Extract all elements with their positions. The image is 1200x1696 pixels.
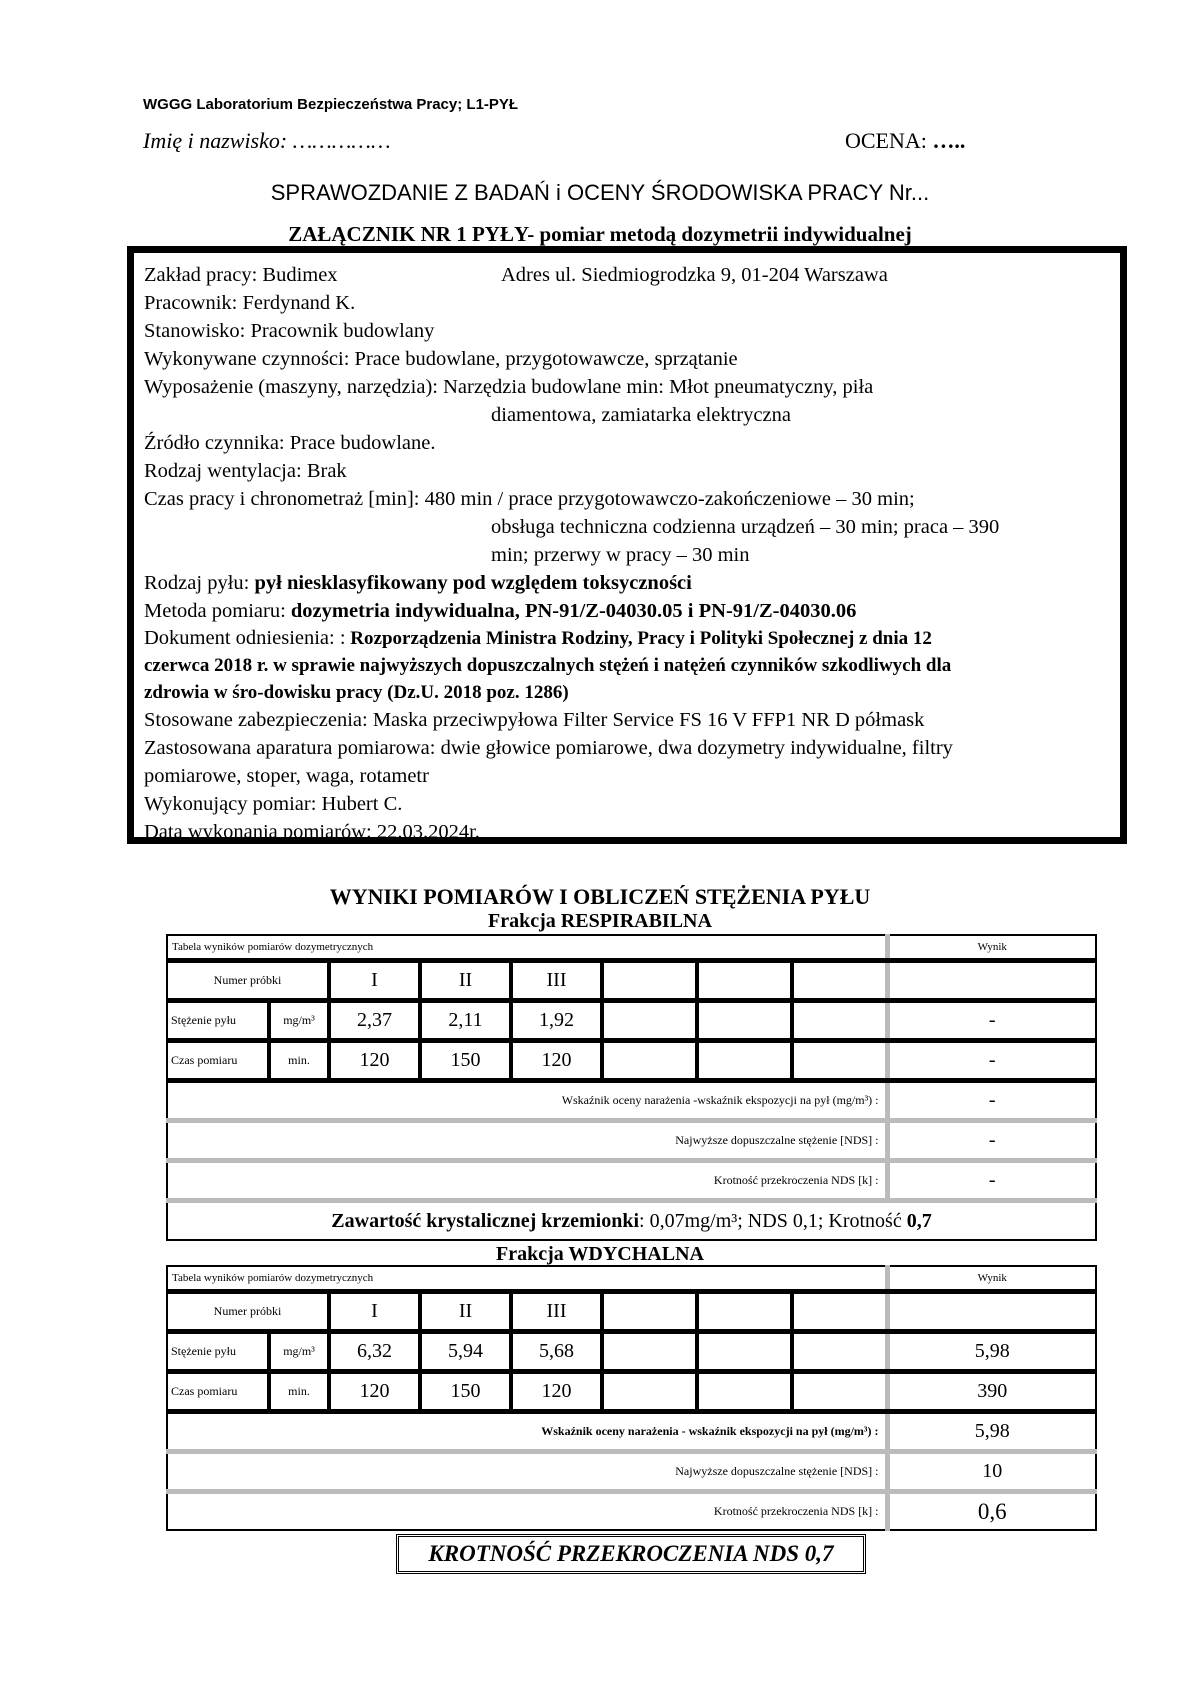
info-row-activities: Wykonywane czynności: Prace budowlane, przygotowawcze, sprzątanie: [144, 348, 738, 370]
time-value: 120: [511, 1372, 602, 1412]
grade-value: …..: [932, 128, 966, 153]
info-box: [127, 246, 1127, 844]
lab-header: WGGG Laboratorium Bezpieczeństwa Pracy; L1-PYŁ: [143, 96, 519, 113]
info-row-performer: Wykonujący pomiar: Hubert C.: [144, 793, 403, 815]
attachment-title: ZAŁĄCZNIK NR 1 PYŁY- pomiar metodą dozymetrii indywidualnej: [288, 222, 912, 246]
multiple-value: -: [887, 1161, 1096, 1201]
info-row-worker: Pracownik: Ferdynand K.: [144, 292, 356, 314]
empty-cell: [792, 1001, 887, 1041]
empty-cell: [697, 1001, 792, 1041]
info-row-worktime-cont-2: min; przerwy w pracy – 30 min: [491, 544, 750, 566]
crystal-multiple: 0,7: [906, 1209, 932, 1232]
info-row-apparatus-cont: pomiarowe, stoper, waga, rotametr: [144, 765, 429, 787]
respirable-table: [166, 934, 1097, 1241]
time-unit: min.: [269, 1041, 329, 1081]
result-header: Wynik: [887, 1266, 1096, 1292]
crystal-silica-row: [167, 1201, 1096, 1241]
info-row-worktime-cont-1: obsługa techniczna codzienna urządzeń – 30 min; praca – 390: [491, 516, 1000, 538]
info-row-position: Stanowisko: Pracownik budowlany: [144, 320, 435, 342]
nds-label: Najwyższe dopuszczalne stężenie [NDS] :: [167, 1121, 887, 1161]
table-row: [167, 1412, 1096, 1452]
info-row-workplace: [144, 261, 1110, 289]
multiple-value: 0,6: [887, 1492, 1096, 1531]
concentration-value: 5,68: [511, 1332, 602, 1372]
concentration-label: Stężenie pyłu: [167, 1001, 269, 1041]
time-value: 150: [420, 1041, 511, 1081]
sample-number: I: [329, 961, 420, 1001]
time-unit: min.: [269, 1372, 329, 1412]
info-row-reference: Dokument odniesienia: : Rozporządzenia Ministra Rodziny, Pracy i Polityki Społecznej z dnia 12: [144, 627, 932, 649]
time-value: 150: [420, 1372, 511, 1412]
concentration-value: 2,37: [329, 1001, 420, 1041]
concentration-result: -: [887, 1001, 1096, 1041]
empty-cell: [792, 961, 887, 1001]
sample-number: III: [511, 961, 602, 1001]
crystal-value: : 0,07mg/m³; NDS 0,1; Krotność: [639, 1209, 902, 1232]
info-row-reference-cont-1: czerwca 2018 r. w sprawie najwyższych dopuszczalnych stężeń i natężeń czynników szkodliwych dla: [144, 655, 952, 676]
crystal-silica: [167, 1201, 1096, 1241]
results-title: WYNIKI POMIARÓW I OBLICZEŃ STĘŻENIA PYŁU: [329, 884, 871, 909]
inhalable-title: Frakcja WDYCHALNA: [496, 1243, 704, 1265]
table-row: [167, 1121, 1096, 1161]
table-header-row: [167, 1266, 1096, 1292]
table-row: [167, 1372, 1096, 1412]
empty-result-cell: [887, 1292, 1096, 1332]
name-label: Imię i nazwisko:: [143, 128, 288, 153]
grade-label: OCENA:: [845, 128, 927, 153]
info-row-date: Data wykonania pomiarów: 22.03.2024r.: [144, 821, 480, 843]
empty-cell: [602, 1292, 697, 1332]
result-header: Wynik: [887, 935, 1096, 961]
multiple-label: Krotność przekroczenia NDS [k] :: [167, 1161, 887, 1201]
address: Adres ul. Siedmiogrodzka 9, 01-204 Warszawa: [501, 264, 888, 286]
concentration-label: Stężenie pyłu: [167, 1332, 269, 1372]
table-row: [167, 1041, 1096, 1081]
table-row: [167, 961, 1096, 1001]
empty-cell: [697, 1292, 792, 1332]
exposure-label: Wskaźnik oceny narażenia - wskaźnik ekspozycji na pył (mg/m³) :: [167, 1412, 887, 1452]
time-result: 390: [887, 1372, 1096, 1412]
concentration-value: 5,94: [420, 1332, 511, 1372]
info-row-method: Metoda pomiaru: dozymetria indywidualna, PN-91/Z-04030.05 i PN-91/Z-04030.06: [144, 600, 857, 622]
info-row-dust: Rodzaj pyłu: pył niesklasyfikowany pod względem toksyczności: [144, 572, 692, 594]
table-caption: Tabela wyników pomiarów dozymetrycznych: [167, 1266, 887, 1292]
table-row: [167, 1292, 1096, 1332]
name-value: ……………: [292, 128, 391, 153]
time-value: 120: [329, 1372, 420, 1412]
empty-cell: [602, 1041, 697, 1081]
empty-cell: [602, 1372, 697, 1412]
empty-cell: [602, 1001, 697, 1041]
exposure-value: 5,98: [887, 1412, 1096, 1452]
empty-cell: [792, 1372, 887, 1412]
info-row-ventilation: Rodzaj wentylacja: Brak: [144, 460, 347, 482]
concentration-value: 1,92: [511, 1001, 602, 1041]
time-label: Czas pomiaru: [167, 1041, 269, 1081]
info-row-source: Źródło czynnika: Prace budowlane.: [144, 432, 436, 454]
empty-cell: [697, 1041, 792, 1081]
respirable-title: Frakcja RESPIRABILNA: [488, 910, 712, 932]
concentration-unit: mg/m³: [269, 1332, 329, 1372]
crystal-label: Zawartość krystalicznej krzemionki: [331, 1209, 640, 1232]
info-row-equipment: Wyposażenie (maszyny, narzędzia): Narzędzia budowlane min: Młot pneumatyczny, piła: [144, 376, 874, 398]
time-value: 120: [511, 1041, 602, 1081]
empty-cell: [697, 961, 792, 1001]
workplace: Zakład pracy: Budimex: [144, 264, 338, 286]
empty-cell: [792, 1041, 887, 1081]
nds-label: Najwyższe dopuszczalne stężenie [NDS] :: [167, 1452, 887, 1492]
info-row-reference-cont-2: zdrowia w śro-dowisku pracy (Dz.U. 2018 poz. 1286): [144, 682, 569, 703]
time-result: -: [887, 1041, 1096, 1081]
sample-label: Numer próbki: [167, 1292, 329, 1332]
sample-number: II: [420, 1292, 511, 1332]
exposure-label: Wskaźnik oceny narażenia -wskaźnik ekspozycji na pył (mg/m³) :: [167, 1081, 887, 1121]
exposure-value: -: [887, 1081, 1096, 1121]
report-title: SPRAWOZDANIE Z BADAŃ i OCENY ŚRODOWISKA PRACY Nr...: [270, 180, 930, 205]
empty-cell: [602, 961, 697, 1001]
time-value: 120: [329, 1041, 420, 1081]
grade-field: [845, 128, 965, 154]
empty-cell: [602, 1332, 697, 1372]
multiple-label: Krotność przekroczenia NDS [k] :: [167, 1492, 887, 1531]
concentration-value: 6,32: [329, 1332, 420, 1372]
time-label: Czas pomiaru: [167, 1372, 269, 1412]
inhalable-table: [166, 1265, 1097, 1531]
sample-number: III: [511, 1292, 602, 1332]
empty-cell: [792, 1292, 887, 1332]
table-row: [167, 1081, 1096, 1121]
info-row-apparatus: Zastosowana aparatura pomiarowa: dwie głowice pomiarowe, dwa dozymetry indywidualne, filtry: [144, 737, 953, 759]
table-header-row: [167, 935, 1096, 961]
table-row: [167, 1332, 1096, 1372]
empty-cell: [697, 1332, 792, 1372]
table-row: [167, 1161, 1096, 1201]
info-row-equipment-cont: diamentowa, zamiatarka elektryczna: [491, 404, 791, 426]
concentration-result: 5,98: [887, 1332, 1096, 1372]
table-caption: Tabela wyników pomiarów dozymetrycznych: [167, 935, 887, 961]
final-result-box: KROTNOŚĆ PRZEKROCZENIA NDS 0,7: [396, 1534, 866, 1574]
nds-value: 10: [887, 1452, 1096, 1492]
sample-label: Numer próbki: [167, 961, 329, 1001]
table-row: [167, 1492, 1096, 1531]
nds-value: -: [887, 1121, 1096, 1161]
name-field: [143, 128, 391, 154]
empty-cell: [792, 1332, 887, 1372]
info-row-worktime: Czas pracy i chronometraż [min]: 480 min / prace przygotowawczo-zakończeniowe – 30 min;: [144, 488, 915, 510]
empty-cell: [697, 1372, 792, 1412]
sample-number: II: [420, 961, 511, 1001]
info-row-protection: Stosowane zabezpieczenia: Maska przeciwpyłowa Filter Service FS 16 V FFP1 NR D półmask: [144, 709, 925, 731]
sample-number: I: [329, 1292, 420, 1332]
empty-result-cell: [887, 961, 1096, 1001]
table-row: [167, 1001, 1096, 1041]
concentration-value: 2,11: [420, 1001, 511, 1041]
concentration-unit: mg/m³: [269, 1001, 329, 1041]
table-row: [167, 1452, 1096, 1492]
